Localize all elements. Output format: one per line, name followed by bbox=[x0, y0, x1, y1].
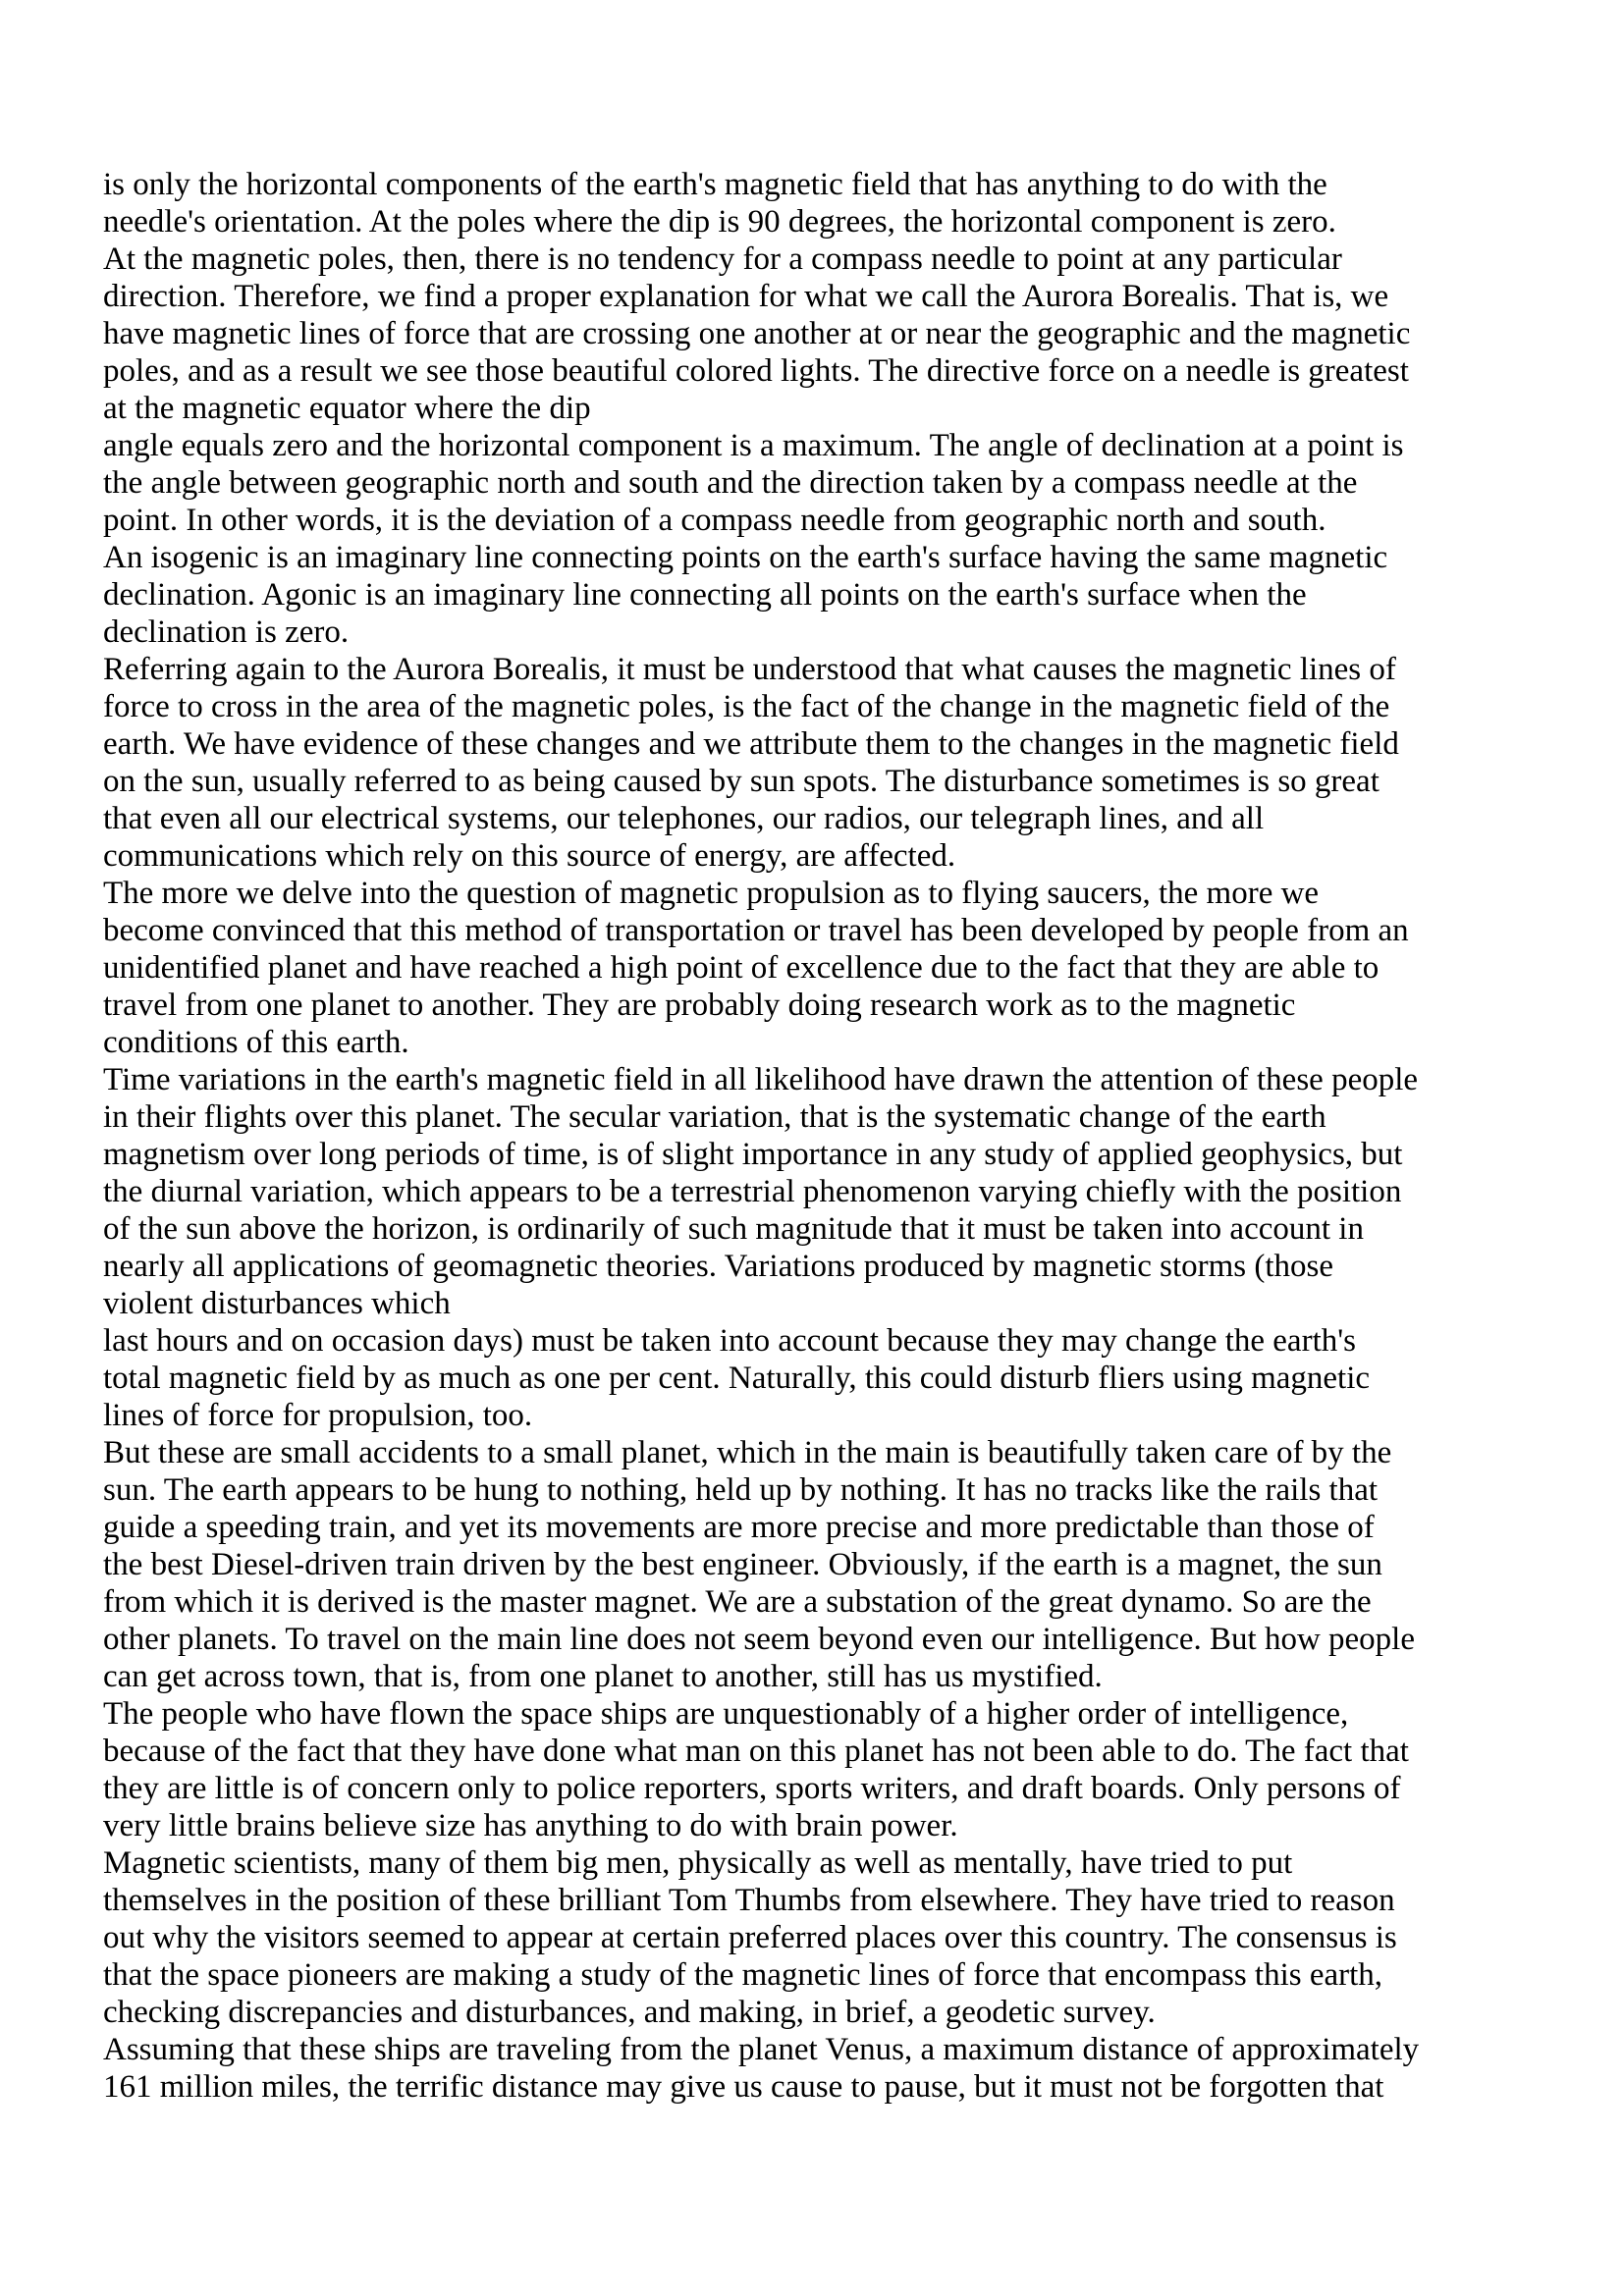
text-line: the angle between geographic north and south and the direction taken by a compass needle at the bbox=[103, 465, 1358, 501]
text-line: that the space pioneers are making a study of the magnetic lines of force that encompass this earth, bbox=[103, 1957, 1383, 1993]
text-line: point. In other words, it is the deviation of a compass needle from geographic north and south. bbox=[103, 503, 1326, 538]
text-line: of the sun above the horizon, is ordinarily of such magnitude that it must be taken into account in bbox=[103, 1211, 1364, 1247]
text-line: out why the visitors seemed to appear at certain preferred places over this country. The consensus is bbox=[103, 1920, 1397, 1955]
text-line: checking discrepancies and disturbances, and making, in brief, a geodetic survey. bbox=[103, 1995, 1156, 2030]
text-line: from which it is derived is the master magnet. We are a substation of the great dynamo. So are the bbox=[103, 1584, 1372, 1620]
text-line: that even all our electrical systems, our telephones, our radios, our telegraph lines, and all bbox=[103, 801, 1265, 836]
text-line: needle's orientation. At the poles where the dip is 90 degrees, the horizontal component is zero. bbox=[103, 204, 1336, 240]
text-line: lines of force for propulsion, too. bbox=[103, 1398, 533, 1433]
text-line: the diurnal variation, which appears to be a terrestrial phenomenon varying chiefly with the position bbox=[103, 1174, 1402, 1209]
text-line: At the magnetic poles, then, there is no tendency for a compass needle to point at any particular bbox=[103, 241, 1342, 277]
text-line: because of the fact that they have done what man on this planet has not been able to do. The fact that bbox=[103, 1734, 1409, 1769]
text-line: nearly all applications of geomagnetic theories. Variations produced by magnetic storms (those bbox=[103, 1249, 1334, 1284]
text-line: communications which rely on this source of energy, are affected. bbox=[103, 838, 956, 874]
text-line: Referring again to the Aurora Borealis, it must be understood that what causes the magnetic lines of bbox=[103, 652, 1396, 687]
text-line: Time variations in the earth's magnetic field in all likelihood have drawn the attention of these people bbox=[103, 1062, 1419, 1097]
text-line: direction. Therefore, we find a proper explanation for what we call the Aurora Borealis. That is, we bbox=[103, 279, 1389, 314]
text-line: unidentified planet and have reached a high point of excellence due to the fact that they are able to bbox=[103, 950, 1380, 986]
text-line: the best Diesel-driven train driven by the best engineer. Obviously, if the earth is a magnet, the sun bbox=[103, 1547, 1382, 1582]
text-line: angle equals zero and the horizontal component is a maximum. The angle of declination at a point is bbox=[103, 428, 1404, 463]
text-line: travel from one planet to another. They are probably doing research work as to the magnetic bbox=[103, 988, 1296, 1023]
text-line: declination. Agonic is an imaginary line connecting all points on the earth's surface when the bbox=[103, 577, 1307, 613]
text-line: The more we delve into the question of magnetic propulsion as to flying saucers, the more we bbox=[103, 876, 1320, 911]
text-line: Assuming that these ships are traveling from the planet Venus, a maximum distance of approximately bbox=[103, 2032, 1420, 2067]
text-line: become convinced that this method of transportation or travel has been developed by people from an bbox=[103, 913, 1409, 948]
text-line: violent disturbances which bbox=[103, 1286, 451, 1321]
text-line: have magnetic lines of force that are crossing one another at or near the geographic and the magnetic bbox=[103, 316, 1411, 351]
text-line: themselves in the position of these brilliant Tom Thumbs from elsewhere. They have tried to reason bbox=[103, 1883, 1395, 1918]
text-line: earth. We have evidence of these changes and we attribute them to the changes in the magnetic field bbox=[103, 726, 1399, 762]
text-line: guide a speeding train, and yet its movements are more precise and more predictable than those of bbox=[103, 1510, 1375, 1545]
text-line: other planets. To travel on the main line does not seem beyond even our intelligence. But how people bbox=[103, 1622, 1415, 1657]
text-line: 161 million miles, the terrific distance may give us cause to pause, but it must not be forgotten that bbox=[103, 2069, 1384, 2105]
text-line: declination is zero. bbox=[103, 614, 350, 650]
body-text bbox=[103, 166, 1556, 2106]
text-line: at the magnetic equator where the dip bbox=[103, 391, 591, 426]
text-line: very little brains believe size has anything to do with brain power. bbox=[103, 1808, 958, 1843]
text-line: force to cross in the area of the magnetic poles, is the fact of the change in the magnetic field of the bbox=[103, 689, 1390, 724]
text-line: total magnetic field by as much as one per cent. Naturally, this could disturb fliers using magnetic bbox=[103, 1361, 1371, 1396]
text-line: An isogenic is an imaginary line connecting points on the earth's surface having the same magnetic bbox=[103, 540, 1388, 575]
text-line: on the sun, usually referred to as being caused by sun spots. The disturbance sometimes is so great bbox=[103, 764, 1380, 799]
text-line: is only the horizontal components of the earth's magnetic field that has anything to do with the bbox=[103, 167, 1327, 202]
text-line: But these are small accidents to a small planet, which in the main is beautifully taken care of by the bbox=[103, 1435, 1392, 1470]
text-line: The people who have flown the space ships are unquestionably of a higher order of intelligence, bbox=[103, 1696, 1349, 1732]
text-line: can get across town, that is, from one planet to another, still has us mystified. bbox=[103, 1659, 1103, 1694]
text-line: they are little is of concern only to police reporters, sports writers, and draft boards. Only persons of bbox=[103, 1771, 1401, 1806]
text-line: magnetism over long periods of time, is of slight importance in any study of applied geophysics, but bbox=[103, 1137, 1403, 1172]
text-line: in their flights over this planet. The secular variation, that is the systematic change of the earth bbox=[103, 1099, 1326, 1135]
text-line: conditions of this earth. bbox=[103, 1025, 409, 1060]
text-line: sun. The earth appears to be hung to nothing, held up by nothing. It has no tracks like the rails that bbox=[103, 1472, 1379, 1508]
text-line: poles, and as a result we see those beautiful colored lights. The directive force on a needle is greatest bbox=[103, 353, 1409, 389]
text-line: last hours and on occasion days) must be taken into account because they may change the earth's bbox=[103, 1323, 1357, 1359]
text-line: Magnetic scientists, many of them big men, physically as well as mentally, have tried to put bbox=[103, 1845, 1293, 1881]
